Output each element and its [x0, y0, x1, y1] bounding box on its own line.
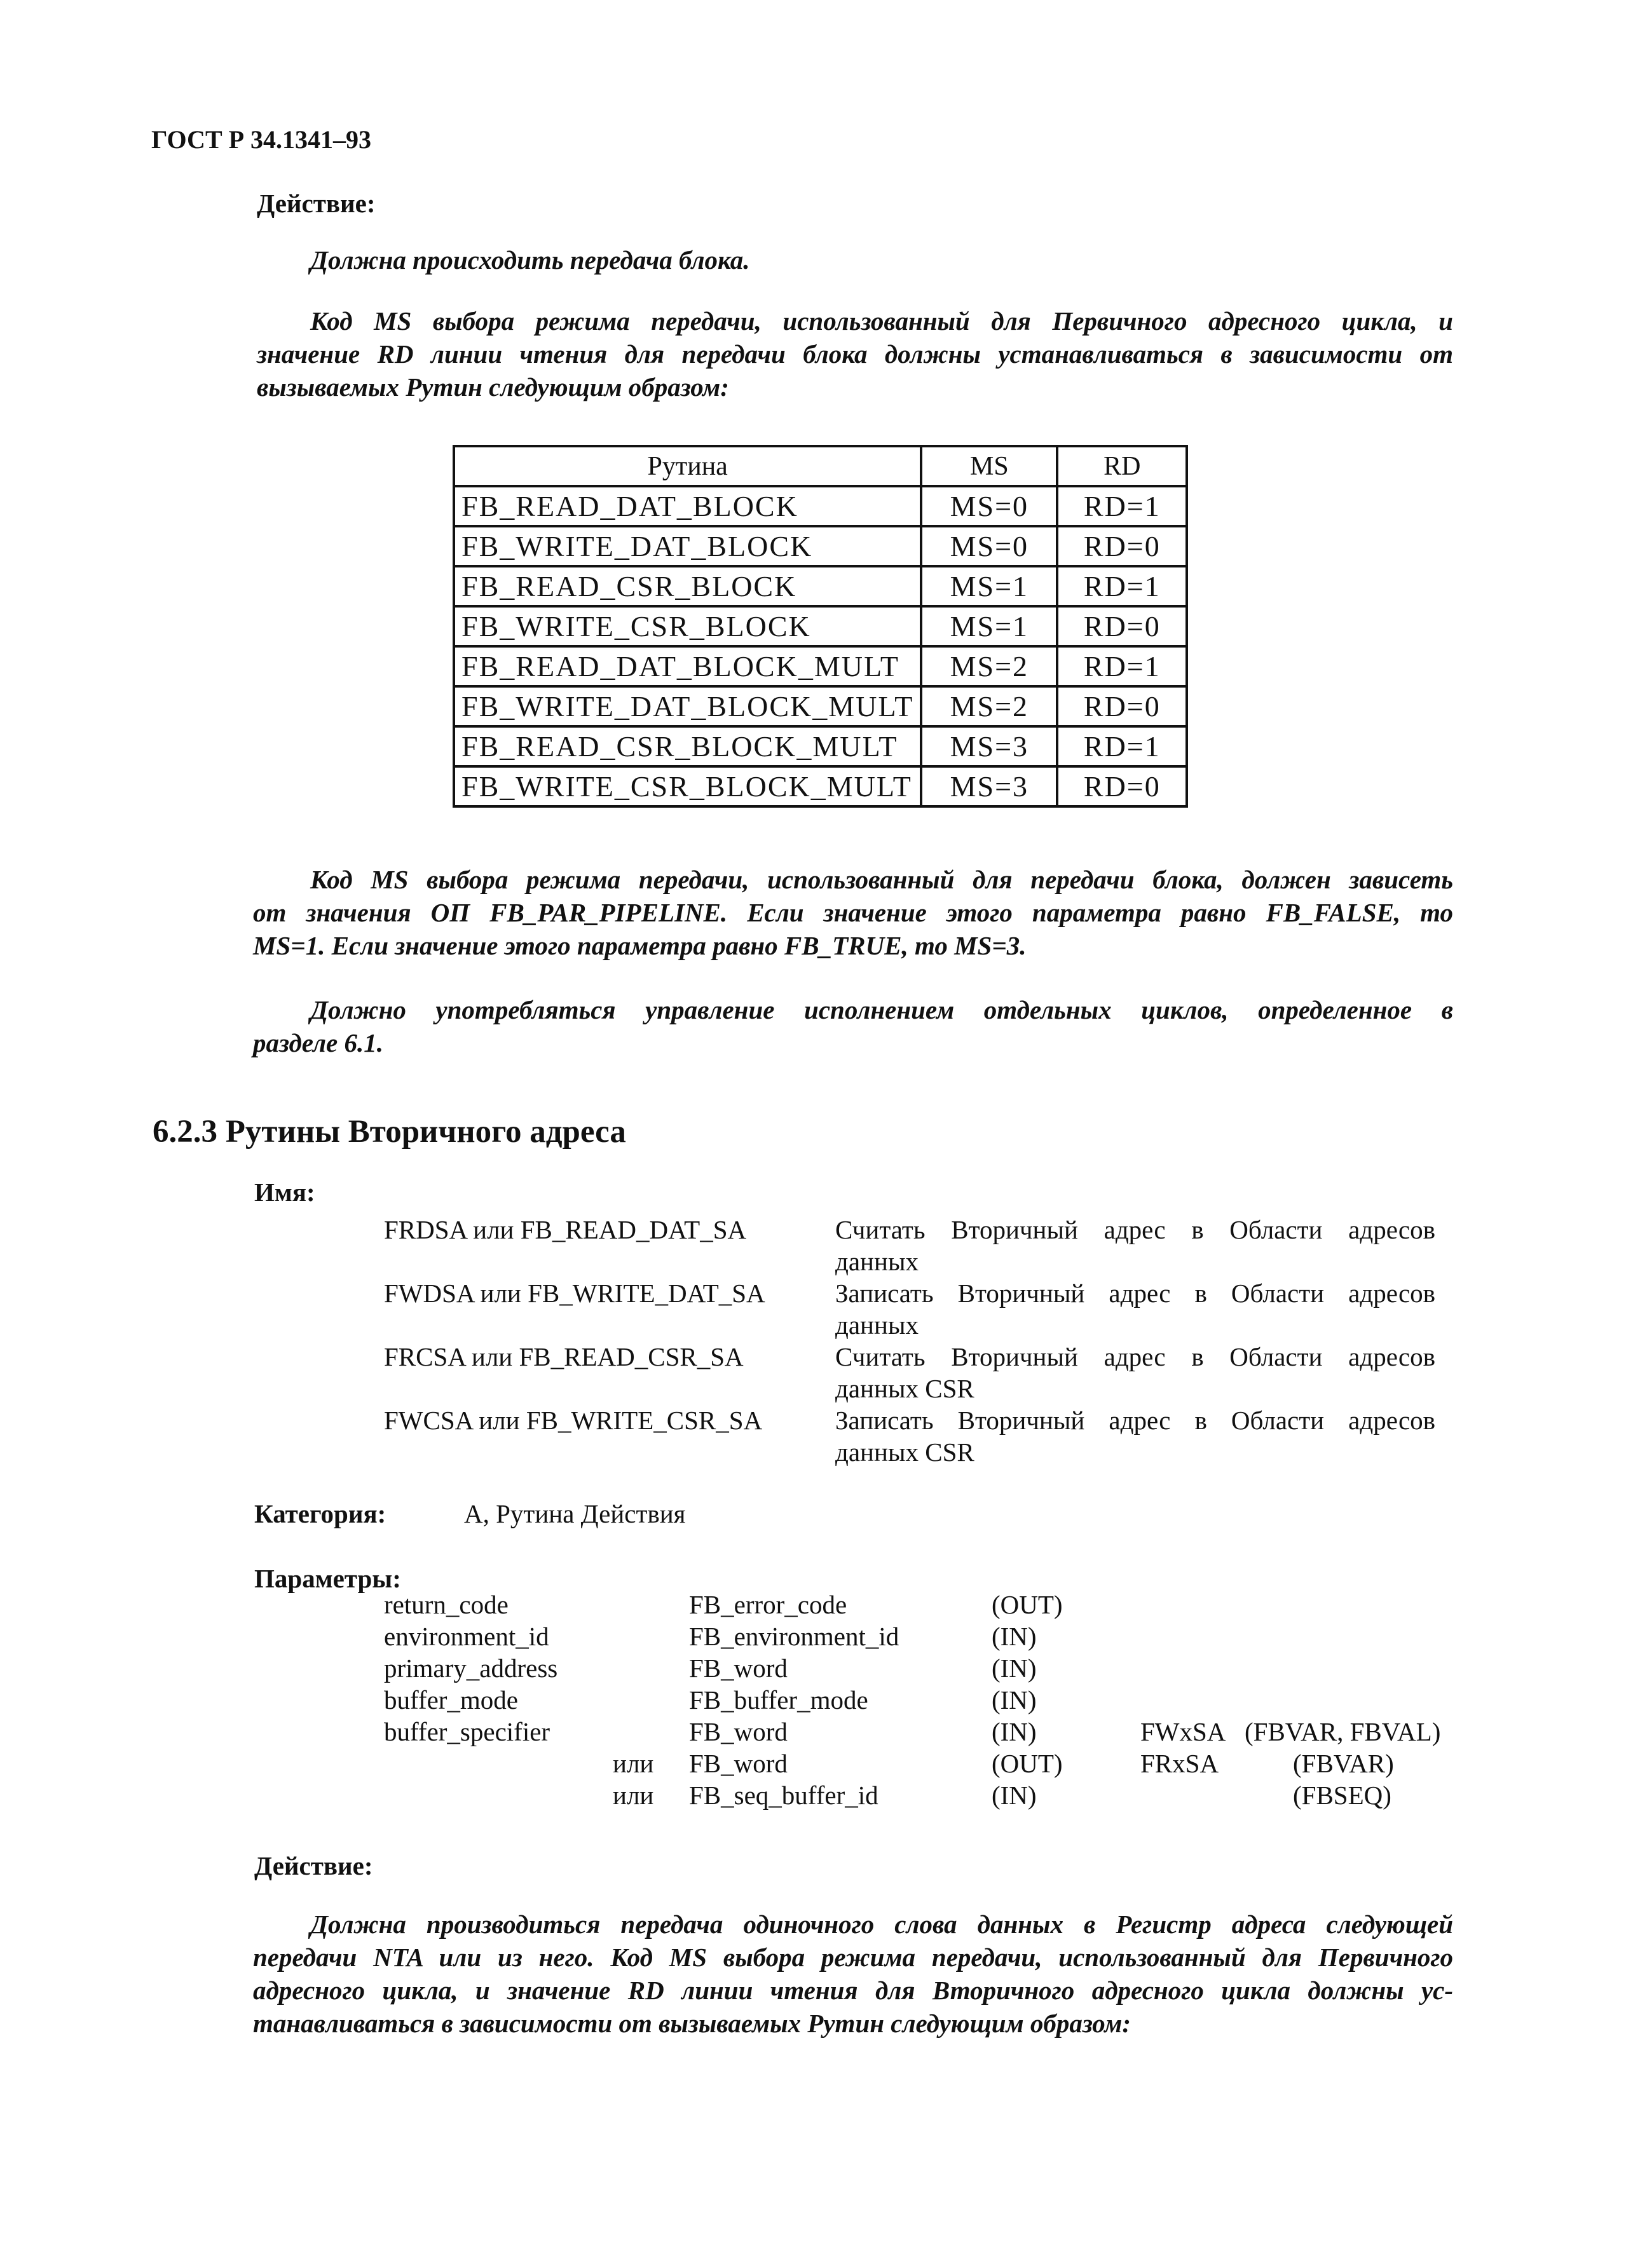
column-header-rd: RD [1057, 446, 1187, 486]
paragraph-line: вызываемых Рутин следующим образом: [257, 372, 729, 402]
table-row [454, 486, 1187, 526]
routine-description [835, 1214, 1435, 1277]
table-row [454, 726, 1187, 766]
param-name: environment_id [384, 1622, 549, 1651]
routine-name: FRCSA или FB_READ_CSR_SA [384, 1342, 744, 1371]
ms-cell: MS=2 [921, 646, 1057, 686]
nta-paragraph [253, 1908, 1453, 2040]
param-name: primary_address [384, 1653, 558, 1683]
ms-cell: MS=1 [921, 566, 1057, 606]
paragraph-line: значение RD линии чтения для передачи блока должны устанавливаться в зависимости от [257, 339, 1453, 369]
param-type: FB_word [689, 1653, 788, 1683]
param-routine-group: FWxSA [1140, 1717, 1226, 1746]
table-header-row [454, 446, 1187, 486]
param-direction: (OUT) [992, 1590, 1063, 1619]
description-line: данных CSR [835, 1437, 974, 1467]
category-value: А, Рутина Действия [464, 1499, 686, 1528]
paragraph-line: от значения ОП FB_PAR_PIPELINE. Если значение этого параметра равно FB_FALSE, то [253, 898, 1453, 927]
param-type: FB_word [689, 1717, 788, 1746]
routine-description [835, 1404, 1435, 1468]
ms-cell: MS=2 [921, 686, 1057, 726]
param-direction: (IN) [992, 1685, 1037, 1715]
param-type: FB_word [689, 1749, 788, 1778]
rd-cell: RD=1 [1057, 566, 1187, 606]
ms-cell: MS=0 [921, 526, 1057, 566]
paragraph-line: Должна происходить передача блока. [310, 245, 750, 275]
ms-rd-paragraph [257, 304, 1453, 404]
param-direction: (IN) [992, 1781, 1037, 1810]
routine-description [835, 1341, 1435, 1404]
routine-cell: FB_WRITE_CSR_BLOCK [454, 606, 921, 646]
cycle-control-paragraph [253, 993, 1453, 1059]
description-line: данных [835, 1247, 919, 1276]
action-label: Действие: [254, 1851, 373, 1880]
param-name: buffer_specifier [384, 1717, 550, 1746]
param-direction: (OUT) [992, 1749, 1063, 1778]
table-row [454, 766, 1187, 806]
table-row [454, 606, 1187, 646]
description-line: Считать Вторичный адрес в Области адресов [835, 1342, 1435, 1371]
rd-cell: RD=0 [1057, 686, 1187, 726]
paragraph-line: Должно употребляться управление исполнением отдельных циклов, определенное в [310, 995, 1453, 1024]
description-line: данных [835, 1310, 919, 1340]
paragraph-line: Должна производиться передача одиночного слова данных в Регистр адреса следующей [310, 1910, 1453, 1939]
routine-name: FWCSA или FB_WRITE_CSR_SA [384, 1406, 763, 1435]
paragraph-line: Код MS выбора режима передачи, использованный для передачи блока, должен зависеть [310, 865, 1453, 894]
param-buffer-mode: (FBVAR) [1293, 1749, 1394, 1778]
param-type: FB_environment_id [689, 1622, 899, 1651]
routine-cell: FB_WRITE_CSR_BLOCK_MULT [454, 766, 921, 806]
paragraph-line: Код MS выбора режима передачи, использованный для Первичного адресного цикла, и [310, 306, 1453, 336]
pipeline-paragraph [253, 863, 1453, 962]
paragraph-line: MS=1. Если значение этого параметра равно FB_TRUE, то MS=3. [253, 931, 1027, 960]
category-label: Категория: [254, 1499, 386, 1528]
description-line: Записать Вторичный адрес в Области адресов [835, 1406, 1435, 1435]
param-direction: (IN) [992, 1717, 1037, 1746]
param-buffer-mode: (FBSEQ) [1293, 1781, 1391, 1810]
routine-cell: FB_READ_DAT_BLOCK [454, 486, 921, 526]
param-routine-group: FRxSA [1140, 1749, 1219, 1778]
column-header-routine: Рутина [454, 446, 921, 486]
description-line: данных CSR [835, 1374, 974, 1403]
paragraph-line: передачи NTA или из него. Код MS выбора режима передачи, использованный для Первичного [253, 1943, 1453, 1972]
paragraph-line: разделе 6.1. [253, 1028, 383, 1057]
paragraph-line: танавливаться в зависимости от вызываемых Рутин следующим образом: [253, 2009, 1131, 2038]
name-label: Имя: [254, 1178, 315, 1207]
block-transfer-statement [310, 243, 750, 276]
param-type: FB_error_code [689, 1590, 847, 1619]
rd-cell: RD=1 [1057, 646, 1187, 686]
table-row [454, 686, 1187, 726]
param-type: FB_seq_buffer_id [689, 1781, 878, 1810]
table-row [454, 566, 1187, 606]
param-buffer-mode: (FBVAR, FBVAL) [1245, 1717, 1441, 1746]
ms-cell: MS=0 [921, 486, 1057, 526]
routine-cell: FB_WRITE_DAT_BLOCK [454, 526, 921, 566]
rd-cell: RD=0 [1057, 606, 1187, 646]
ms-cell: MS=3 [921, 726, 1057, 766]
param-direction: (IN) [992, 1653, 1037, 1683]
description-line: Считать Вторичный адрес в Области адресов [835, 1215, 1435, 1244]
params-label: Параметры: [254, 1564, 401, 1593]
routine-table [453, 445, 1188, 808]
param-alternative: или [613, 1749, 654, 1778]
section-title: 6.2.3 Рутины Вторичного адреса [153, 1114, 626, 1150]
param-name: buffer_mode [384, 1685, 519, 1715]
rd-cell: RD=1 [1057, 486, 1187, 526]
paragraph-line: адресного цикла, и значение RD линии чтения для Вторичного адресного цикла должны ус- [253, 1976, 1453, 2005]
param-direction: (IN) [992, 1622, 1037, 1651]
column-header-ms: MS [921, 446, 1057, 486]
rd-cell: RD=0 [1057, 766, 1187, 806]
description-line: Записать Вторичный адрес в Области адресов [835, 1279, 1435, 1308]
param-type: FB_buffer_mode [689, 1685, 868, 1715]
ms-cell: MS=3 [921, 766, 1057, 806]
param-name: return_code [384, 1590, 509, 1619]
param-alternative: или [613, 1781, 654, 1810]
ms-cell: MS=1 [921, 606, 1057, 646]
action-label: Действие: [257, 189, 376, 218]
routine-description [835, 1277, 1435, 1341]
routine-cell: FB_READ_DAT_BLOCK_MULT [454, 646, 921, 686]
table-row [454, 646, 1187, 686]
routine-cell: FB_READ_CSR_BLOCK_MULT [454, 726, 921, 766]
document-header: ГОСТ Р 34.1341–93 [151, 125, 372, 154]
routine-name: FWDSA или FB_WRITE_DAT_SA [384, 1279, 765, 1308]
rd-cell: RD=1 [1057, 726, 1187, 766]
routine-cell: FB_WRITE_DAT_BLOCK_MULT [454, 686, 921, 726]
rd-cell: RD=0 [1057, 526, 1187, 566]
routine-name: FRDSA или FB_READ_DAT_SA [384, 1215, 747, 1244]
routine-cell: FB_READ_CSR_BLOCK [454, 566, 921, 606]
table-row [454, 526, 1187, 566]
